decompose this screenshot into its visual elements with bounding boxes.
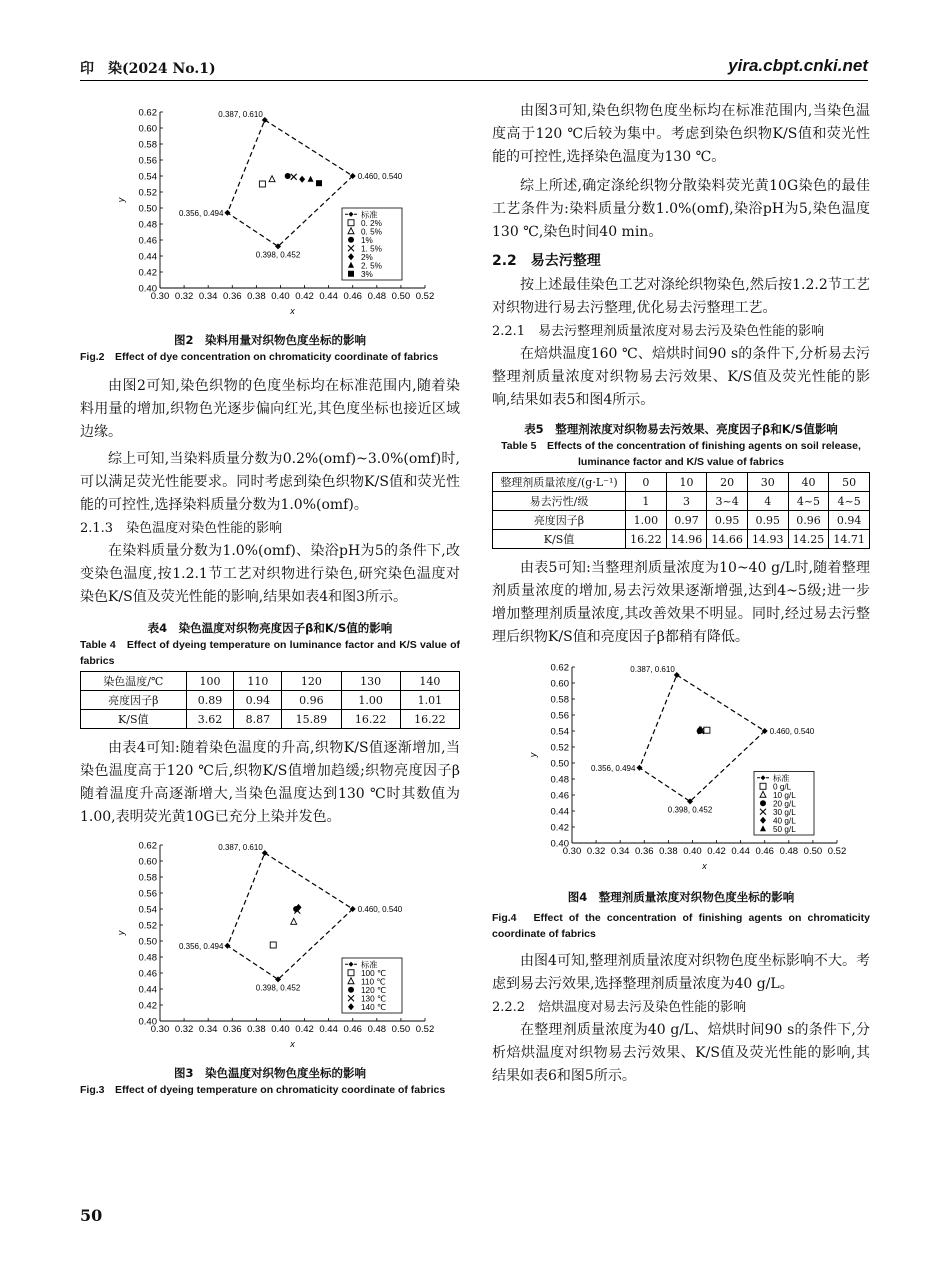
table-cell: 16.22: [626, 530, 667, 549]
y-tick-label: 0.62: [550, 662, 569, 674]
table-4: [80, 671, 460, 729]
figure-4-chart: [492, 655, 870, 880]
paragraph: 按上述最佳染色工艺对涤纶织物染色,然后按1.2.2节工艺对织物进行易去污整理,优化易去污整理工艺。: [492, 277, 870, 316]
header-rule: [80, 80, 868, 81]
x-tick-label: 0.40: [683, 846, 702, 857]
right-column: [492, 100, 870, 1088]
figure-4-caption-cn: 图4 整理剂质量浓度对织物色度坐标的影响: [567, 890, 795, 904]
figure-3-caption-cn: 图3 染色温度对织物色度坐标的影响: [174, 1066, 366, 1080]
y-tick-label: 0.46: [138, 235, 157, 247]
data-point: [285, 173, 291, 179]
legend-marker: [760, 800, 766, 806]
page-number: 50: [80, 1206, 103, 1225]
x-tick-label: 0.42: [295, 1024, 314, 1035]
y-tick-label: 0.56: [138, 888, 157, 900]
figure-3-chart: [80, 833, 460, 1058]
x-tick-label: 0.52: [415, 291, 435, 302]
table-cell: 15.89: [282, 710, 341, 729]
table-cell: K/S值: [81, 710, 187, 729]
x-tick-label: 0.52: [827, 846, 847, 857]
paragraph: 综上可知,当染料质量分数为0.2%(omf)~3.0%(omf)时,可以满足荧光性能要求。同时考虑到染色织物K/S值和荧光性能的可控性,选择染料质量分数为1.0%(omf)。: [80, 451, 460, 513]
x-tick-label: 0.46: [343, 1024, 362, 1035]
y-tick-label: 0.56: [550, 710, 569, 722]
boundary-vertex-label: 0.387, 0.610: [218, 110, 263, 119]
x-tick-label: 0.32: [174, 291, 194, 302]
table-5-caption-cn: 表5 整理剂浓度对织物易去污效果、亮度因子β和K/S值影响: [524, 422, 838, 436]
boundary-vertex-label: 0.387, 0.610: [630, 665, 675, 674]
figure-4-caption-en: Fig.4 Effect of the concentration of finishing agents on chromaticity coordinate of fabrics: [492, 912, 870, 940]
x-tick-label: 0.30: [150, 1024, 170, 1035]
table-cell: 120: [282, 672, 341, 691]
table-cell: 16.22: [341, 710, 400, 729]
y-axis-label: y: [116, 197, 126, 203]
y-tick-label: 0.48: [138, 952, 157, 964]
paragraph: 综上所述,确定涤纶织物分散染料荧光黄10G染色的最佳工艺条件为:染料质量分数1.0%(omf),染浴pH为5,染色温度130 ℃,染色时间40 min。: [492, 178, 870, 240]
x-axis-label: x: [290, 306, 295, 316]
table-cell: 40: [788, 473, 829, 492]
table-cell: 10: [666, 473, 707, 492]
y-tick-label: 0.50: [138, 936, 157, 948]
table-cell: 0.97: [666, 511, 707, 530]
x-tick-label: 0.44: [319, 291, 338, 302]
standard-boundary-line: [227, 120, 352, 246]
table-cell: 易去污性/级: [493, 492, 626, 511]
boundary-vertex-label: 0.460, 0.540: [357, 172, 403, 181]
x-tick-label: 0.30: [562, 846, 582, 857]
table-cell: 50: [829, 473, 870, 492]
table-5-caption-en: Table 5 Effects of the concentration of finishing agents on soil release, luminance factor and K/S value of fabrics: [501, 440, 861, 468]
table-cell: 14.25: [788, 530, 829, 549]
legend-marker: [348, 970, 354, 976]
paragraph: 在焙烘温度160 ℃、焙烘时间90 s的条件下,分析易去污整理剂质量浓度对织物易去污效果、K/S值及荧光性能的影响,结果如表5和图4所示。: [492, 346, 870, 408]
x-tick-label: 0.48: [367, 291, 387, 302]
table-4-caption-cn: 表4 染色温度对织物亮度因子β和K/S值的影响: [147, 621, 393, 635]
x-tick-label: 0.32: [174, 1024, 194, 1035]
y-tick-label: 0.54: [138, 904, 157, 916]
legend-label: 标准: [361, 210, 378, 220]
table-cell: 1.01: [400, 691, 459, 710]
legend-label: 130 ℃: [361, 994, 387, 1004]
x-tick-label: 0.42: [707, 846, 726, 857]
table-cell: 亮度因子β: [81, 691, 187, 710]
x-tick-label: 0.32: [586, 846, 606, 857]
section-heading-2-2: 2.2 易去污整理: [492, 253, 601, 269]
boundary-vertex-label: 0.398, 0.452: [667, 805, 713, 815]
data-point: [269, 176, 275, 182]
table-row: [493, 511, 870, 530]
table-cell: 0: [626, 473, 667, 492]
legend-label: 0. 2%: [361, 218, 382, 228]
table-cell: 整理剂质量浓度/(g·L⁻¹): [493, 473, 626, 492]
legend-marker: [348, 987, 354, 993]
y-tick-label: 0.58: [138, 872, 157, 884]
boundary-vertex-label: 0.356, 0.494: [178, 208, 224, 218]
legend-marker: [348, 220, 354, 226]
table-cell: 14.71: [829, 530, 870, 549]
y-tick-label: 0.62: [138, 107, 157, 119]
table-4-caption-en: Table 4 Effect of dyeing temperature on luminance factor and K/S value of fabrics: [80, 639, 460, 667]
y-axis-label: y: [116, 930, 126, 936]
paragraph: 由表5可知:当整理剂质量浓度为10~40 g/L时,随着整理剂质量浓度的增加,易去污效果逐渐增强,达到4~5级;进一步增加整理剂质量浓度,其改善效果不明显。同时,经过易去污整理后织物K/S值和亮度因子β都稍有降低。: [492, 560, 870, 645]
running-header-url: yira.cbpt.cnki.net: [728, 56, 868, 75]
y-tick-label: 0.48: [550, 774, 569, 786]
x-tick-label: 0.50: [391, 291, 411, 302]
table-cell: 0.96: [788, 511, 829, 530]
legend-label: 2%: [361, 252, 373, 262]
legend-label: 20 g/L: [773, 799, 796, 809]
y-tick-label: 0.46: [138, 968, 157, 980]
table-cell: 0.95: [707, 511, 748, 530]
table-cell: 14.66: [707, 530, 748, 549]
boundary-vertex-label: 0.398, 0.452: [255, 250, 301, 260]
legend-marker: [760, 783, 766, 789]
data-point: [259, 181, 265, 187]
y-tick-label: 0.40: [138, 283, 157, 295]
section-heading-2-2-2: 2.2.2 焙烘温度对易去污及染色性能的影响: [492, 1000, 747, 1015]
table-cell: K/S值: [493, 530, 626, 549]
legend-label: 100 ℃: [361, 968, 387, 978]
table-row: [493, 530, 870, 549]
table-cell: 4: [747, 492, 788, 511]
table-cell: 0.95: [747, 511, 788, 530]
y-tick-label: 0.60: [550, 678, 569, 690]
y-tick-label: 0.54: [138, 171, 157, 183]
x-tick-label: 0.30: [150, 291, 170, 302]
y-tick-label: 0.40: [138, 1016, 157, 1028]
y-tick-label: 0.52: [550, 742, 569, 754]
paragraph: 由图2可知,染色织物的色度坐标均在标准范围内,随着染料用量的增加,织物色光逐步偏向红光,其色度坐标也接近区域边缘。: [80, 378, 460, 440]
legend-label: 0 g/L: [773, 782, 792, 792]
boundary-vertex-label: 0.460, 0.540: [357, 905, 403, 914]
x-axis-label: x: [702, 861, 707, 871]
legend-label: 标准: [361, 960, 378, 970]
paragraph: 在染料质量分数为1.0%(omf)、染浴pH为5的条件下,改变染色温度,按1.2.1节工艺对织物进行染色,研究染色温度对染色K/S值及荧光性能的影响,结果如表4和图3所示。: [80, 543, 460, 605]
table-cell: 3: [666, 492, 707, 511]
data-point: [291, 174, 297, 180]
y-tick-label: 0.44: [138, 984, 157, 996]
x-tick-label: 0.52: [415, 1024, 435, 1035]
left-column: [80, 100, 460, 1098]
y-tick-label: 0.50: [550, 758, 569, 770]
x-tick-label: 0.44: [319, 1024, 338, 1035]
y-tick-label: 0.42: [550, 822, 569, 834]
table-cell: 1.00: [626, 511, 667, 530]
x-tick-label: 0.34: [610, 846, 630, 857]
table-cell: 130: [341, 672, 400, 691]
y-tick-label: 0.42: [138, 1000, 157, 1012]
data-point: [308, 176, 314, 182]
table-row: [493, 492, 870, 511]
y-tick-label: 0.50: [138, 203, 157, 215]
data-point: [704, 727, 710, 733]
x-tick-label: 0.38: [247, 291, 266, 302]
table-row: [81, 691, 460, 710]
legend-label: 50 g/L: [773, 824, 796, 834]
legend-label: 2. 5%: [361, 261, 382, 271]
legend-label: 140 ℃: [361, 1002, 387, 1012]
table-cell: 3~4: [707, 492, 748, 511]
paragraph: 由图3可知,染色织物色度坐标均在标准范围内,当染色温度高于120 ℃后较为集中。考虑到染色织物K/S值和荧光性能的可控性,选择染色温度为130 ℃。: [492, 103, 870, 165]
figure-2-chart: [80, 100, 460, 325]
table-cell: 8.87: [234, 710, 282, 729]
y-tick-label: 0.60: [138, 123, 157, 135]
x-tick-label: 0.46: [755, 846, 774, 857]
boundary-vertex-label: 0.387, 0.610: [218, 843, 263, 852]
boundary-vertex-label: 0.356, 0.494: [590, 763, 636, 773]
standard-boundary-line: [639, 675, 764, 801]
table-cell: 14.93: [747, 530, 788, 549]
x-tick-label: 0.50: [803, 846, 823, 857]
table-cell: 0.94: [829, 511, 870, 530]
y-tick-label: 0.56: [138, 155, 157, 167]
x-tick-label: 0.36: [223, 1024, 242, 1035]
section-heading-2-1-3: 2.1.3 染色温度对染色性能的影响: [80, 521, 283, 536]
running-header-journal: 印 染(2024 No.1): [80, 61, 216, 77]
legend-label: 110 ℃: [361, 977, 386, 987]
y-tick-label: 0.44: [138, 251, 157, 263]
y-tick-label: 0.58: [138, 139, 157, 151]
table-cell: 染色温度/℃: [81, 672, 187, 691]
table-cell: 0.89: [186, 691, 234, 710]
y-tick-label: 0.60: [138, 856, 157, 868]
table-cell: 16.22: [400, 710, 459, 729]
table-cell: 30: [747, 473, 788, 492]
x-tick-label: 0.42: [295, 291, 314, 302]
x-axis-label: x: [290, 1039, 295, 1049]
y-tick-label: 0.40: [550, 838, 569, 850]
x-tick-label: 0.34: [198, 291, 218, 302]
data-point: [270, 942, 276, 948]
x-tick-label: 0.36: [635, 846, 654, 857]
legend-label: 40 g/L: [773, 816, 796, 826]
legend-label: 0. 5%: [361, 227, 382, 237]
y-tick-label: 0.44: [550, 806, 569, 818]
table-cell: 1: [626, 492, 667, 511]
boundary-vertex-label: 0.460, 0.540: [769, 727, 815, 736]
table-cell: 4~5: [829, 492, 870, 511]
data-point: [316, 180, 322, 186]
paragraph: 由表4可知:随着染色温度的升高,织物K/S值逐渐增加,当染色温度高于120 ℃后,织物K/S值增加趋缓;织物亮度因子β随着温度升高逐渐增大,当染色温度达到130 ℃时其数值为1.00,表明荧光黄10G已充分上染并发色。: [80, 740, 460, 825]
y-tick-label: 0.62: [138, 840, 157, 852]
data-point: [291, 918, 297, 924]
y-tick-label: 0.52: [138, 187, 157, 199]
y-tick-label: 0.46: [550, 790, 569, 802]
paragraph: 在整理剂质量浓度为40 g/L、焙烘时间90 s的条件下,分析焙烘温度对织物易去污效果、K/S值及荧光性能的影响,其结果如表6和图5所示。: [492, 1022, 870, 1084]
x-tick-label: 0.48: [779, 846, 799, 857]
legend-label: 1. 5%: [361, 244, 382, 254]
y-tick-label: 0.42: [138, 267, 157, 279]
table-cell: 0.94: [234, 691, 282, 710]
x-tick-label: 0.44: [731, 846, 750, 857]
table-cell: 100: [186, 672, 234, 691]
legend-marker: [348, 271, 354, 277]
y-axis-label: y: [528, 752, 538, 758]
x-tick-label: 0.46: [343, 291, 362, 302]
legend-marker: [348, 237, 354, 243]
table-cell: 0.96: [282, 691, 341, 710]
x-tick-label: 0.34: [198, 1024, 218, 1035]
data-point: [299, 176, 305, 183]
section-heading-2-2-1: 2.2.1 易去污整理剂质量浓度对易去污及染色性能的影响: [492, 324, 825, 339]
legend-label: 3%: [361, 269, 373, 279]
x-tick-label: 0.36: [223, 291, 242, 302]
table-row: [81, 710, 460, 729]
table-cell: 20: [707, 473, 748, 492]
figure-3-caption-en: Fig.3 Effect of dyeing temperature on chromaticity coordinate of fabrics: [80, 1084, 446, 1096]
boundary-vertex-label: 0.398, 0.452: [255, 983, 301, 993]
x-tick-label: 0.40: [271, 291, 290, 302]
y-tick-label: 0.48: [138, 219, 157, 231]
x-tick-label: 0.38: [247, 1024, 266, 1035]
legend-label: 1%: [361, 235, 373, 245]
x-tick-label: 0.48: [367, 1024, 387, 1035]
table-cell: 亮度因子β: [493, 511, 626, 530]
legend-label: 120 ℃: [361, 985, 387, 995]
legend-label: 10 g/L: [773, 790, 796, 800]
x-tick-label: 0.50: [391, 1024, 411, 1035]
figure-2-caption-en: Fig.2 Effect of dye concentration on chromaticity coordinate of fabrics: [80, 351, 439, 363]
x-tick-label: 0.38: [659, 846, 678, 857]
table-cell: 3.62: [186, 710, 234, 729]
x-tick-label: 0.40: [271, 1024, 290, 1035]
table-cell: 110: [234, 672, 282, 691]
table-cell: 14.96: [666, 530, 707, 549]
table-row: [493, 473, 870, 492]
figure-2-caption-cn: 图2 染料用量对织物色度坐标的影响: [174, 333, 366, 347]
table-cell: 4~5: [788, 492, 829, 511]
table-cell: 140: [400, 672, 459, 691]
legend-label: 标准: [773, 773, 790, 783]
boundary-vertex-label: 0.356, 0.494: [178, 941, 224, 951]
standard-boundary-line: [227, 853, 352, 979]
table-row: [81, 672, 460, 691]
y-tick-label: 0.54: [550, 726, 569, 738]
y-tick-label: 0.58: [550, 694, 569, 706]
table-5: [492, 472, 870, 549]
legend-label: 30 g/L: [773, 807, 796, 817]
paragraph: 由图4可知,整理剂质量浓度对织物色度坐标影响不大。考虑到易去污效果,选择整理剂质量浓度为40 g/L。: [492, 953, 870, 992]
table-cell: 1.00: [341, 691, 400, 710]
y-tick-label: 0.52: [138, 920, 157, 932]
